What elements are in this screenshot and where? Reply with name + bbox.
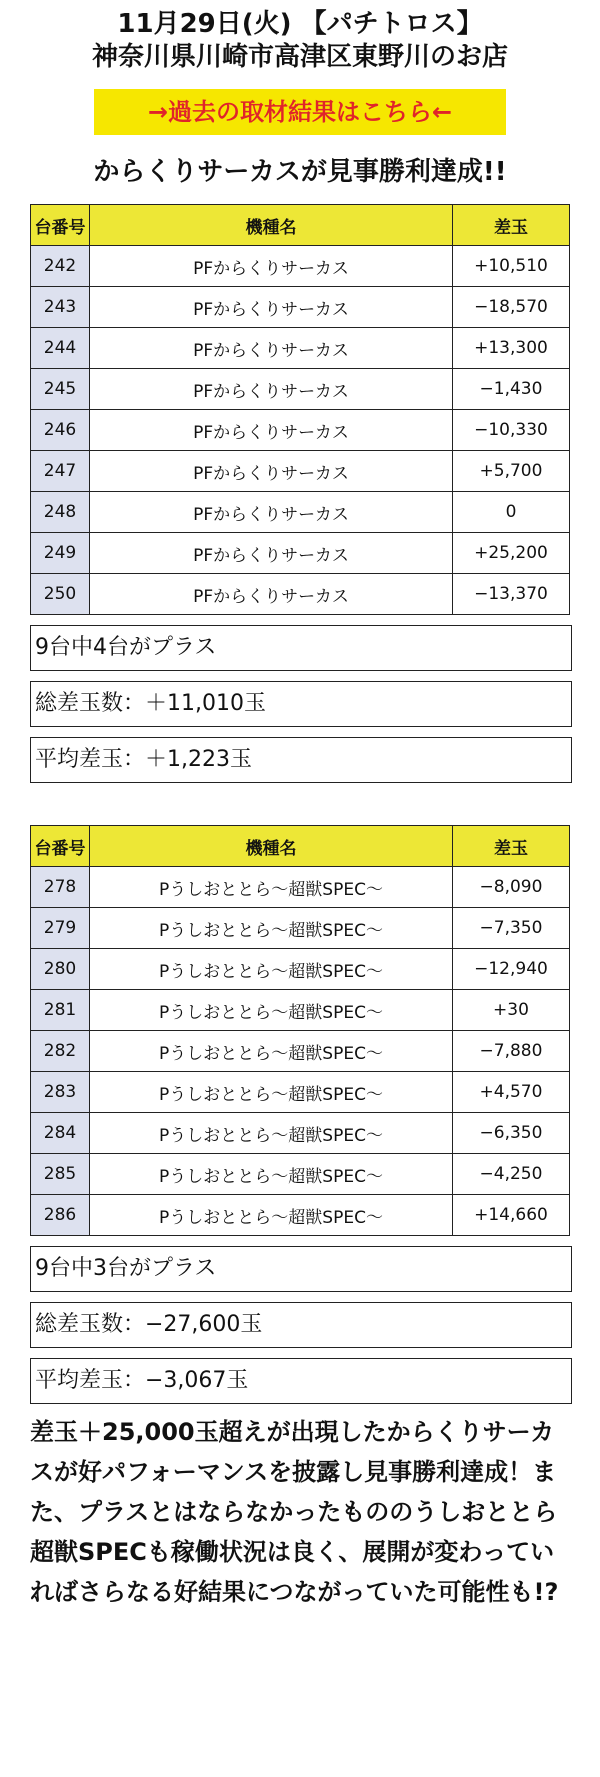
machine-number: 245 <box>31 369 90 410</box>
machine-model: PFからくりサーカス <box>90 451 453 492</box>
col-header-model: 機種名 <box>90 826 453 867</box>
table-row <box>31 533 570 574</box>
machine-number: 249 <box>31 533 90 574</box>
ball-diff: +25,200 <box>453 533 570 574</box>
average-diff-1: 平均差玉：＋1,223玉 <box>30 737 572 783</box>
ball-diff: −6,350 <box>453 1113 570 1154</box>
machine-model: Pうしおととら〜超獣SPEC〜 <box>90 1195 453 1236</box>
ball-diff: −1,430 <box>453 369 570 410</box>
machine-model: Pうしおととら〜超獣SPEC〜 <box>90 1154 453 1195</box>
total-diff-2: 総差玉数：−27,600玉 <box>30 1302 572 1348</box>
machine-model: Pうしおととら〜超獣SPEC〜 <box>90 990 453 1031</box>
ball-diff: −13,370 <box>453 574 570 615</box>
table-row <box>31 990 570 1031</box>
col-header-diff: 差玉 <box>453 826 570 867</box>
machine-model: PFからくりサーカス <box>90 574 453 615</box>
ball-diff: +14,660 <box>453 1195 570 1236</box>
table-row <box>31 287 570 328</box>
table-row <box>31 1031 570 1072</box>
table-row <box>31 949 570 990</box>
table-row <box>31 867 570 908</box>
table-row <box>31 492 570 533</box>
ball-diff: +4,570 <box>453 1072 570 1113</box>
ball-diff: +10,510 <box>453 246 570 287</box>
machine-number: 244 <box>31 328 90 369</box>
machine-model: Pうしおととら〜超獣SPEC〜 <box>90 908 453 949</box>
machine-number: 283 <box>31 1072 90 1113</box>
machine-number: 242 <box>31 246 90 287</box>
table-row <box>31 1072 570 1113</box>
machine-number: 250 <box>31 574 90 615</box>
machine-number: 286 <box>31 1195 90 1236</box>
ball-diff: −10,330 <box>453 410 570 451</box>
machine-model: PFからくりサーカス <box>90 410 453 451</box>
ball-diff: +30 <box>453 990 570 1031</box>
machine-model: PFからくりサーカス <box>90 287 453 328</box>
results-table-2 <box>30 825 570 1236</box>
ball-diff: +13,300 <box>453 328 570 369</box>
machine-model: PFからくりサーカス <box>90 328 453 369</box>
machine-number: 280 <box>31 949 90 990</box>
ball-diff: 0 <box>453 492 570 533</box>
summary-paragraph: 差玉＋25,000玉超えが出現したからくりサーカスが好パフォーマンスを披露し見事勝利達成！また、プラスとはならなかったもののうしおととら超獣SPECも稼働状況は良く、展開が変わっていればさらなる好結果につながっていた可能性も!? <box>30 1418 559 1606</box>
machine-number: 282 <box>31 1031 90 1072</box>
machine-model: PFからくりサーカス <box>90 369 453 410</box>
col-header-number: 台番号 <box>31 826 90 867</box>
machine-number: 278 <box>31 867 90 908</box>
col-header-model: 機種名 <box>90 205 453 246</box>
machine-number: 248 <box>31 492 90 533</box>
ball-diff: −12,940 <box>453 949 570 990</box>
headline: からくりサーカスが見事勝利達成!! <box>93 157 507 187</box>
table-row <box>31 246 570 287</box>
machine-model: PFからくりサーカス <box>90 533 453 574</box>
average-diff-2: 平均差玉：−3,067玉 <box>30 1358 572 1404</box>
ball-diff: −7,350 <box>453 908 570 949</box>
table-row <box>31 369 570 410</box>
machine-number: 279 <box>31 908 90 949</box>
machine-model: Pうしおととら〜超獣SPEC〜 <box>90 1072 453 1113</box>
machine-number: 246 <box>31 410 90 451</box>
plus-count-2: 9台中3台がプラス <box>30 1246 572 1292</box>
machine-model: Pうしおととら〜超獣SPEC〜 <box>90 1031 453 1072</box>
plus-count-1: 9台中4台がプラス <box>30 625 572 671</box>
machine-model: Pうしおととら〜超獣SPEC〜 <box>90 1113 453 1154</box>
machine-number: 284 <box>31 1113 90 1154</box>
table-row <box>31 328 570 369</box>
machine-model: PFからくりサーカス <box>90 492 453 533</box>
results-table-1 <box>30 204 570 615</box>
machine-model: PFからくりサーカス <box>90 246 453 287</box>
ball-diff: −8,090 <box>453 867 570 908</box>
table-row <box>31 410 570 451</box>
table-row <box>31 908 570 949</box>
ball-diff: −18,570 <box>453 287 570 328</box>
machine-number: 247 <box>31 451 90 492</box>
table-row <box>31 451 570 492</box>
total-diff-1: 総差玉数：＋11,010玉 <box>30 681 572 727</box>
date-line: 11月29日(火) 【パチトロス】 <box>117 9 483 39</box>
ball-diff: −7,880 <box>453 1031 570 1072</box>
machine-number: 281 <box>31 990 90 1031</box>
machine-number: 285 <box>31 1154 90 1195</box>
table-row <box>31 1154 570 1195</box>
col-header-number: 台番号 <box>31 205 90 246</box>
col-header-diff: 差玉 <box>453 205 570 246</box>
ball-diff: +5,700 <box>453 451 570 492</box>
ball-diff: −4,250 <box>453 1154 570 1195</box>
machine-model: Pうしおととら〜超獣SPEC〜 <box>90 867 453 908</box>
table-row <box>31 1195 570 1236</box>
machine-model: Pうしおととら〜超獣SPEC〜 <box>90 949 453 990</box>
table-row <box>31 1113 570 1154</box>
machine-number: 243 <box>31 287 90 328</box>
table-row <box>31 574 570 615</box>
past-results-link[interactable]: →過去の取材結果はこちら← <box>94 89 506 135</box>
location-line: 神奈川県川崎市高津区東野川のお店 <box>91 41 508 72</box>
